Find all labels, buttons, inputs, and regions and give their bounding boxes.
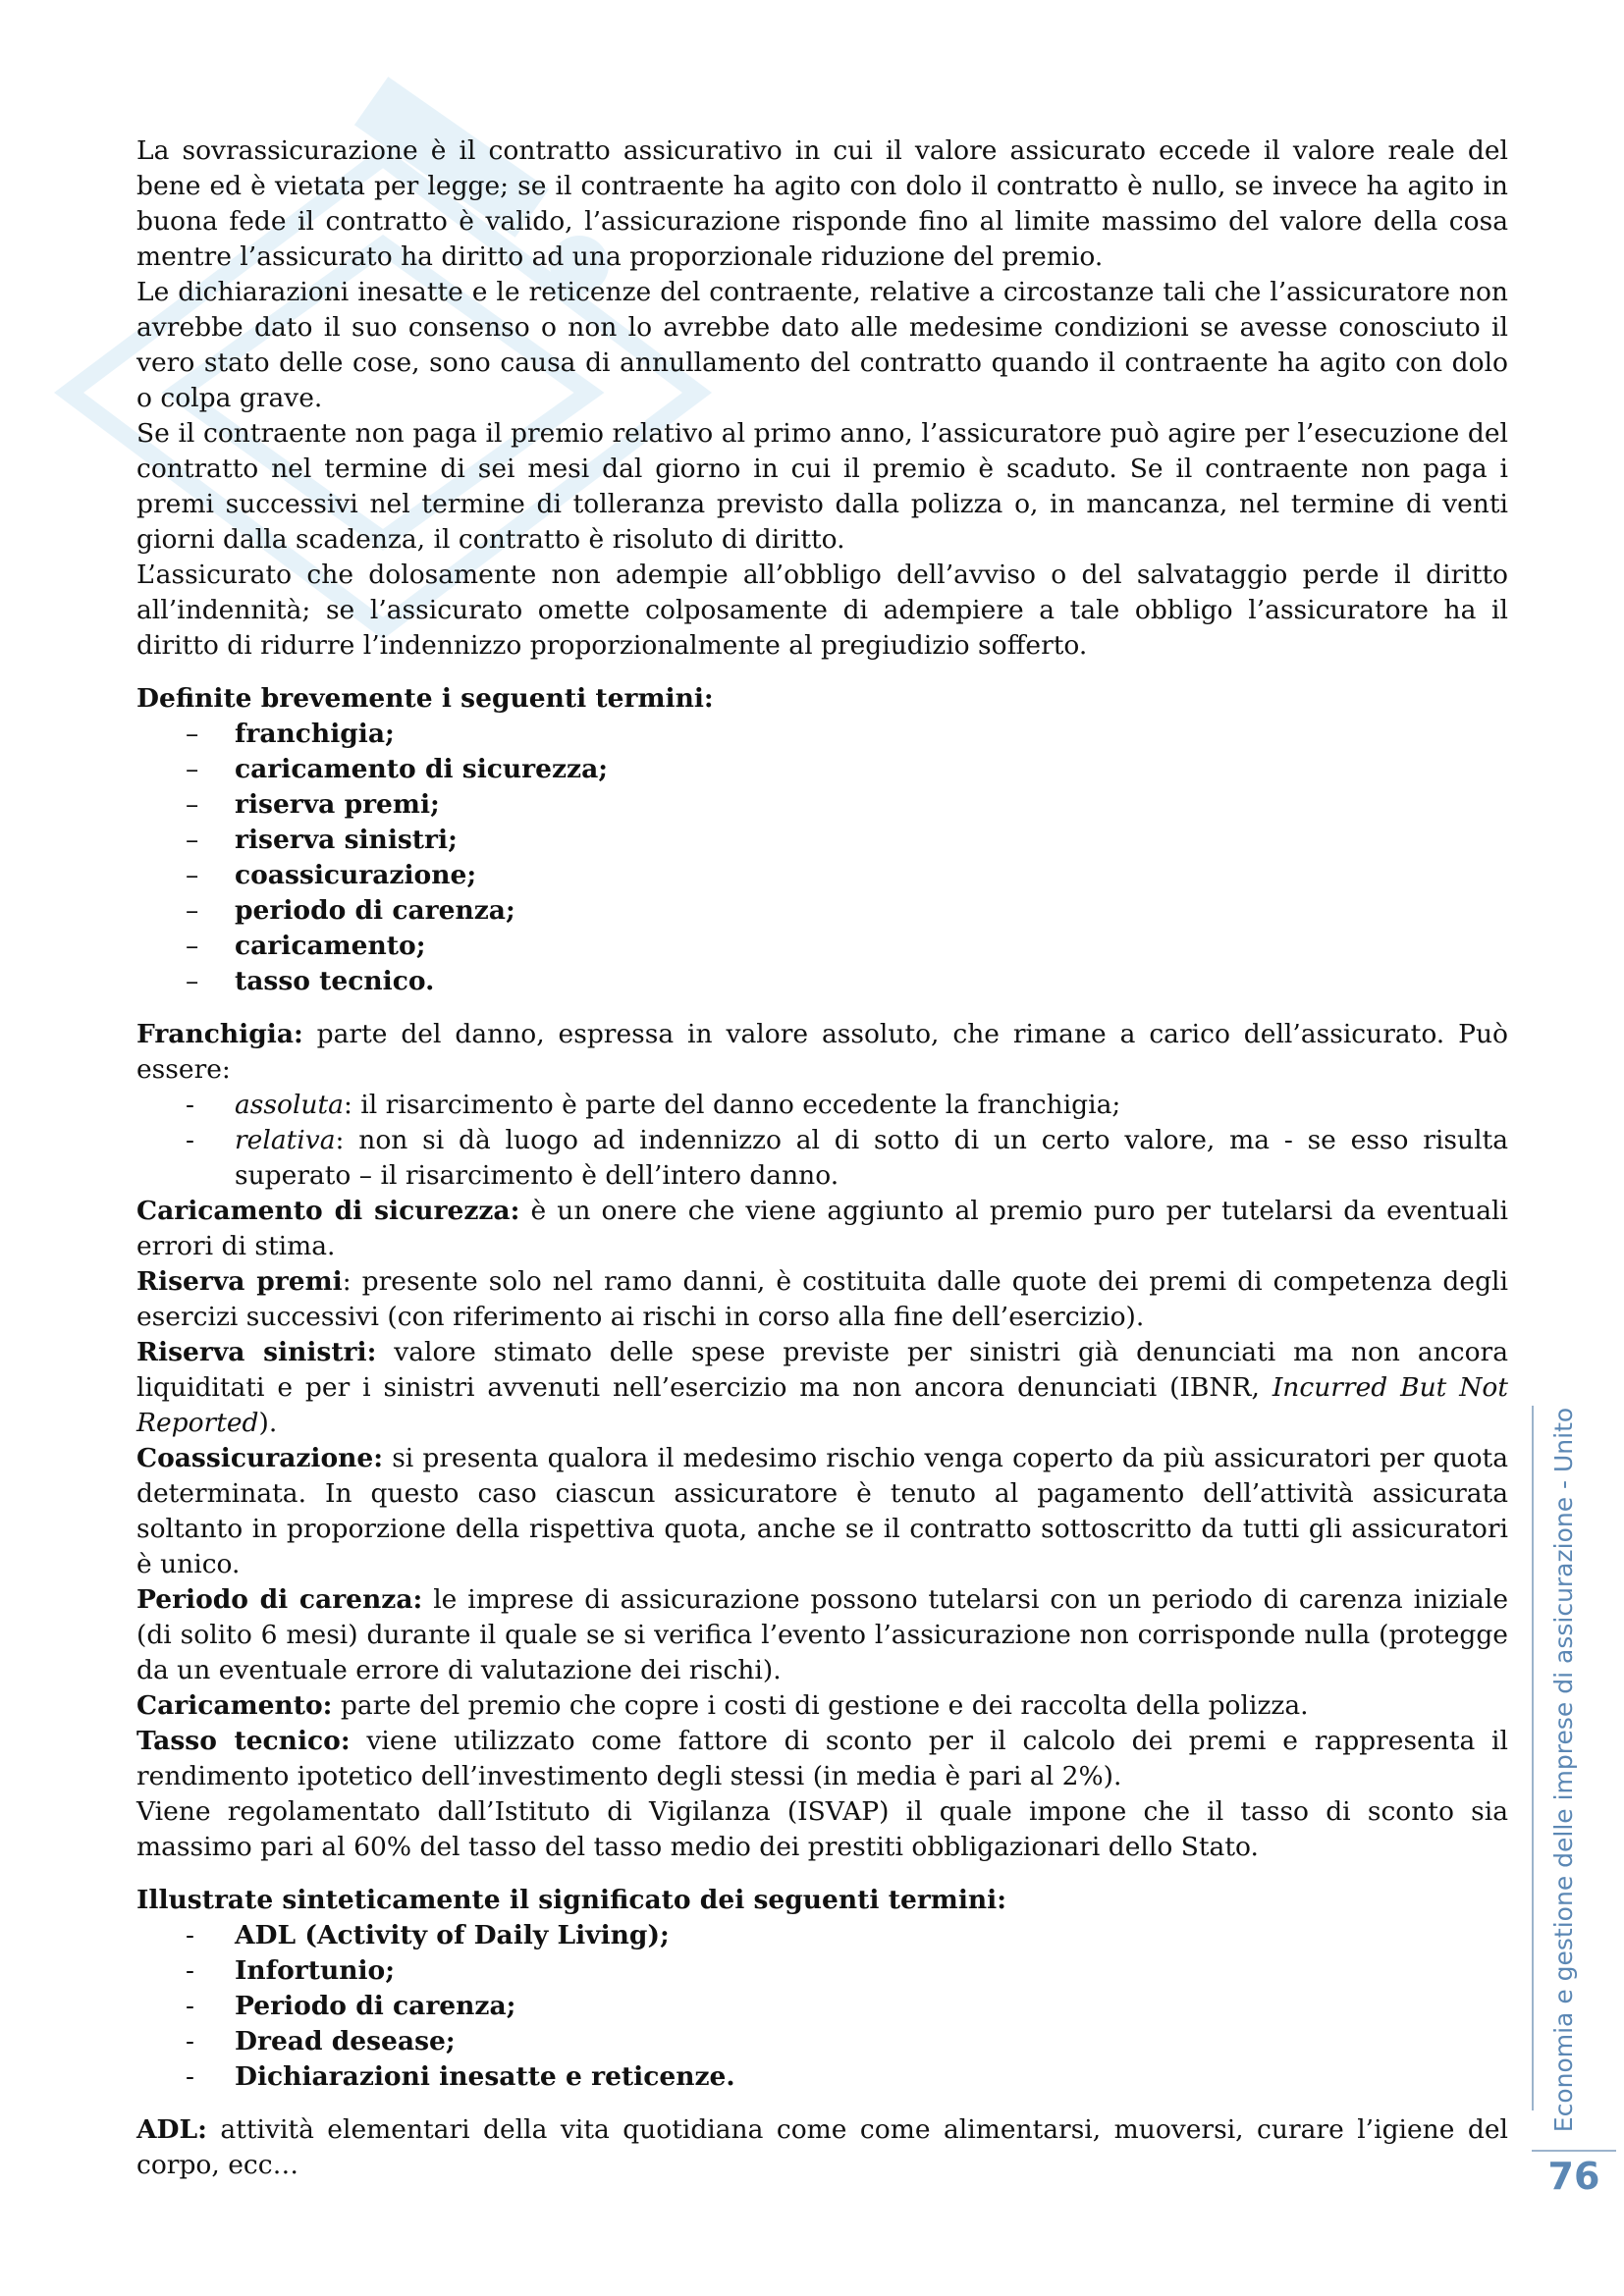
sidebar-divider: [1532, 1406, 1534, 2110]
list-item: – coassicurazione;: [186, 860, 477, 890]
list-item: – caricamento di sicurezza;: [186, 754, 609, 784]
list-item: – riserva premi;: [186, 789, 440, 820]
list-item: - Dread desease;: [186, 2026, 456, 2056]
list-item: - assoluta: il risarcimento è parte del danno eccedente la franchigia;: [186, 1090, 1121, 1120]
paragraph-avviso: L’assicurato che dolosamente non adempie all’obbligo dell’avviso o del salvataggio perde il diritto all’indennità; se l’assicurato omette colposamente di adempiere a tale obbligo l’assicuratore ha il diritto di ridurre l’indennizzo proporzionalmente al pregiudizio sofferto.: [136, 560, 1508, 661]
paragraph-premio: Se il contraente non paga il premio relativo al primo anno, l’assicuratore può agire per l’esecuzione del contratto nel termine di sei mesi dal giorno in cui il premio è scaduto. Se il contraente non paga i premi successivi nel termine di tolleranza previsto dalla polizza o, in mancanza, nel termine di venti giorni dalla scadenza, il contratto è risoluto di diritto.: [136, 418, 1508, 555]
list-item: - relativa: non si dà luogo ad indennizzo al di sotto di un certo valore, ma - se esso risulta superato – il risarcimento è dell’intero danno.: [186, 1125, 1508, 1191]
list-item: - Dichiarazioni inesatte e reticenze.: [186, 2061, 735, 2092]
list-item: – caricamento;: [186, 931, 426, 961]
question-2-heading: Illustrate sinteticamente il significato dei seguenti termini:: [136, 1885, 1007, 1915]
list-item: - ADL (Activity of Daily Living);: [186, 1920, 670, 1950]
question-1-list: [136, 717, 1508, 999]
list-item: – tasso tecnico.: [186, 966, 435, 996]
list-item: – franchigia;: [186, 719, 395, 749]
franchigia-types-list: [136, 1088, 1508, 1194]
definition-riserva-premi: Riserva premi: presente solo nel ramo danni, è costituita dalle quote dei premi di competenza degli esercizi successivi (con riferimento ai rischi in corso alla fine dell’esercizio).: [136, 1266, 1508, 1332]
page-number-rule: [1532, 2150, 1616, 2152]
paragraph-dichiarazioni: Le dichiarazioni inesatte e le reticenze del contraente, relative a circostanze tali che l’assicuratore non avrebbe dato il suo consenso o non lo avrebbe dato alle medesime condizioni se avesse conosciuto il vero stato delle cose, sono causa di annullamento del contratto quando il contraente ha agito con dolo o colpa grave.: [136, 277, 1508, 413]
list-item: – periodo di carenza;: [186, 895, 515, 926]
question-1-heading: Definite brevemente i seguenti termini:: [136, 683, 714, 714]
list-item: - Periodo di carenza;: [186, 1991, 516, 2021]
definition-coassicurazione: Coassicurazione: si presenta qualora il medesimo rischio venga coperto da più assicuratori per quota determinata. In questo caso ciascun assicuratore è tenuto al pagamento dell’attività assicurata soltanto in proporzione della rispettiva quota, anche se il contratto sottoscritto da tutti gli assicuratori è unico.: [136, 1443, 1508, 1579]
definition-caricamento: Caricamento: parte del premio che copre i costi di gestione e dei raccolta della polizza.: [136, 1690, 1309, 1721]
definition-adl: ADL: attività elementari della vita quotidiana come come alimentarsi, muoversi, curare l’igiene del corpo, ecc…: [136, 2114, 1508, 2180]
sidebar-course-title: Economia e gestione delle imprese di assicurazione - Unito: [1549, 1407, 1578, 2133]
definition-caricamento-sicurezza: Caricamento di sicurezza: è un onere che viene aggiunto al premio puro per tutelarsi da eventuali errori di stima.: [136, 1196, 1508, 1261]
definition-periodo-carenza: Periodo di carenza: le imprese di assicurazione possono tutelarsi con un periodo di carenza iniziale (di solito 6 mesi) durante il quale se si verifica l’evento l’assicurazione non corrisponde nulla (protegge da un eventuale errore di valutazione dei rischi).: [136, 1584, 1509, 1685]
list-item: - Infortunio;: [186, 1955, 395, 1986]
page-body: [136, 133, 1508, 2183]
paragraph-sovrassicurazione: La sovrassicurazione è il contratto assicurativo in cui il valore assicurato eccede il valore reale del bene ed è vietata per legge; se il contraente ha agito con dolo il contratto è nullo, se invece ha agito in buona fede il contratto è valido, l’assicurazione risponde fino al limite massimo del valore della cosa mentre l’assicurato ha diritto ad una proporzionale riduzione del premio.: [136, 135, 1508, 272]
page-number: 76: [1547, 2155, 1600, 2198]
definition-franchigia: Franchigia: parte del danno, espressa in valore assoluto, che rimane a carico dell’assicurato. Può essere:: [136, 1019, 1508, 1085]
list-item: – riserva sinistri;: [186, 825, 458, 855]
definition-riserva-sinistri: Riserva sinistri: valore stimato delle spese previste per sinistri già denunciati ma non ancora liquiditati e per i sinistri avvenuti nell’esercizio ma non ancora denunciati (IBNR, Incurred But Not Reported).: [136, 1337, 1508, 1438]
definition-tasso-tecnico: Tasso tecnico: viene utilizzato come fattore di sconto per il calcolo dei premi e rappresenta il rendimento ipotetico dell’investimento degli stessi (in media è pari al 2%).: [136, 1726, 1509, 1791]
question-2-list: [136, 1918, 1508, 2095]
paragraph-isvap: Viene regolamentato dall’Istituto di Vigilanza (ISVAP) il quale impone che il tasso di sconto sia massimo pari al 60% del tasso del tasso medio dei prestiti obbligazionari dello Stato.: [136, 1796, 1508, 1862]
